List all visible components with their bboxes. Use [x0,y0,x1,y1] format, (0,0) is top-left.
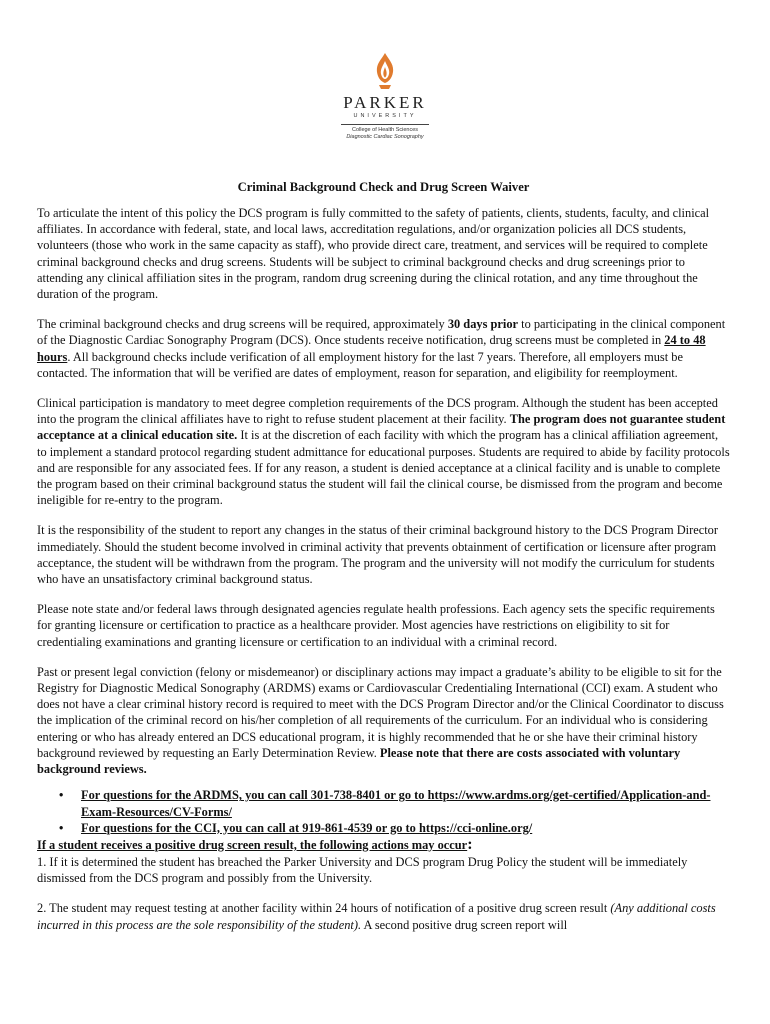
emphasis-costs-note: Please note that there are costs associated with voluntary background reviews. [37,745,681,777]
text-run: . All background checks include verification of all employment history for the last 7 years. Therefore, all employers must be contacted. The information that will be verified are dates of employment, reason for separation, and eligibility for reemployment. [37,349,683,380]
action-item-1: 1. If it is determined the student has breached the Parker University and DCS program Drug Policy the student will be immediately dismissed from the DCS program and possibly from the University. [37,854,688,886]
paragraph-clinical-participation [37,395,730,508]
logo-college: College of Health Sciences [351,127,419,133]
contact-list [37,787,730,836]
flame-logo-icon [372,52,398,92]
emphasis-24-48-hours: 24 to 48 hours [37,333,706,364]
list-item-ardms[interactable]: • For questions for the ARDMS, you can call 301-738-8401 or go to https://www.ardms.org/get-certified/Application-and-Exam-Resources/CV-Forms/ [81,787,730,819]
list-item-cci[interactable]: • For questions for the CCI, you can call at 919-861-4539 or go to https://cci-online.org/ [81,820,730,836]
paragraph-state-laws: Please note state and/or federal laws through designated agencies regulate health professions. Each agency sets the specific requirements for granting licensure or certification to practice as a healthcare provider. Most agencies have restrictions on eligibility to sit for credentialing examinations and granting licensure or certification to an individual with a criminal record. [37,602,715,649]
paragraph-responsibility: It is the responsibility of the student to report any changes in the status of their criminal background history to the DCS Program Director immediately. Should the student become involved in criminal activity that prevents obtainment of certification or licensure after program acceptance, the student will be withdrawn from the program. The program and the university will not modify the curriculum for students who have an unsatisfactory criminal background status. [37,523,719,587]
italic-cost-note: (Any additional costs incurred in this process are the sole responsibility of the student). [37,901,716,932]
logo-divider [341,124,429,125]
action-item-2 [37,900,730,932]
paragraph-legal-conviction [37,664,730,777]
text-run: 2. The student may request testing at another facility within 24 hours of notification of a positive drug screen result [37,901,611,916]
text-run: to participating in the clinical component of the Diagnostic Cardiac Sonography Program (DCS). Once students receive notification, drug screens must be completed in [37,317,726,348]
emphasis-30-days: 30 days prior [447,317,519,332]
text-run: Past or present legal conviction (felony or misdemeanor) or disciplinary actions may impact a graduate’s ability to be eligible to sit for the Registry for Diagnostic Medical Sonography (ARDMS) exams or Cardiovascular Credentialing International (CCI) exam. A student who does not have a clear criminal history record is required to meet with the DCS Program Director and/or the Clinical Coordinator to discuss the implication of the criminal record on his/her completion of all requirements of the curriculum. For an individual who is considering entering or who has already entered an DCS educational program, it is highly recommended that he or she have their criminal history background reviewed by requesting an Early Determination Review. [37,664,724,760]
university-logo [330,52,440,152]
document-body [37,175,730,947]
emphasis-no-guarantee: The program does not guarantee student acceptance at a clinical education site. [37,412,726,443]
logo-brand: PARKER [343,93,427,112]
logo-program: Diagnostic Cardiac Sonography [346,134,424,140]
text-run: Clinical participation is mandatory to meet degree completion requirements of the DCS program. Although the student has been accepted into the program the clinical affiliates have to right to refuse student placement at their facility. [37,396,718,427]
positive-screen-heading [37,836,730,854]
paragraph-intent: To articulate the intent of this policy the DCS program is fully committed to the safety of patients, clients, students, faculty, and clinical affiliates. In accordance with federal, state, and local laws, accreditation regulations, and/or organization policies all DCS students, volunteers (those who work in the same capacity as staff), who provide direct care, treatment, and services will be required to complete criminal background checks and drug screens. Students will be subject to criminal background checks and drug screenings prior to attending any clinical affiliation sites in the program, random drug screening during the clinical rotation, and any time throughout the duration of the program. [37,206,710,302]
document-title: Criminal Background Check and Drug Screen Waiver [237,180,530,194]
heading-text: If a student receives a positive drug screen result, the following actions may occur [37,837,468,852]
paragraph-timing [37,316,730,381]
logo-subtitle: UNIVERSITY [353,113,417,119]
text-run: It is at the discretion of each facility with which the program has a clinical affiliation agreement, to implement a standard protocol regarding student admittance for educational purposes. Students are required to abide by facility protocols and are responsible for any associated fees. If for any reason, a student is denied acceptance at a clinical facility and is unable to complete the program based on their criminal background status the student will fail the clinical course, be dismissed from the program and become ineligible for re-entry to the program. [37,428,730,508]
text-run: The criminal background checks and drug screens will be required, approximately [37,317,448,332]
heading-colon: : [467,835,473,853]
text-run: A second positive drug screen report will [361,917,568,932]
